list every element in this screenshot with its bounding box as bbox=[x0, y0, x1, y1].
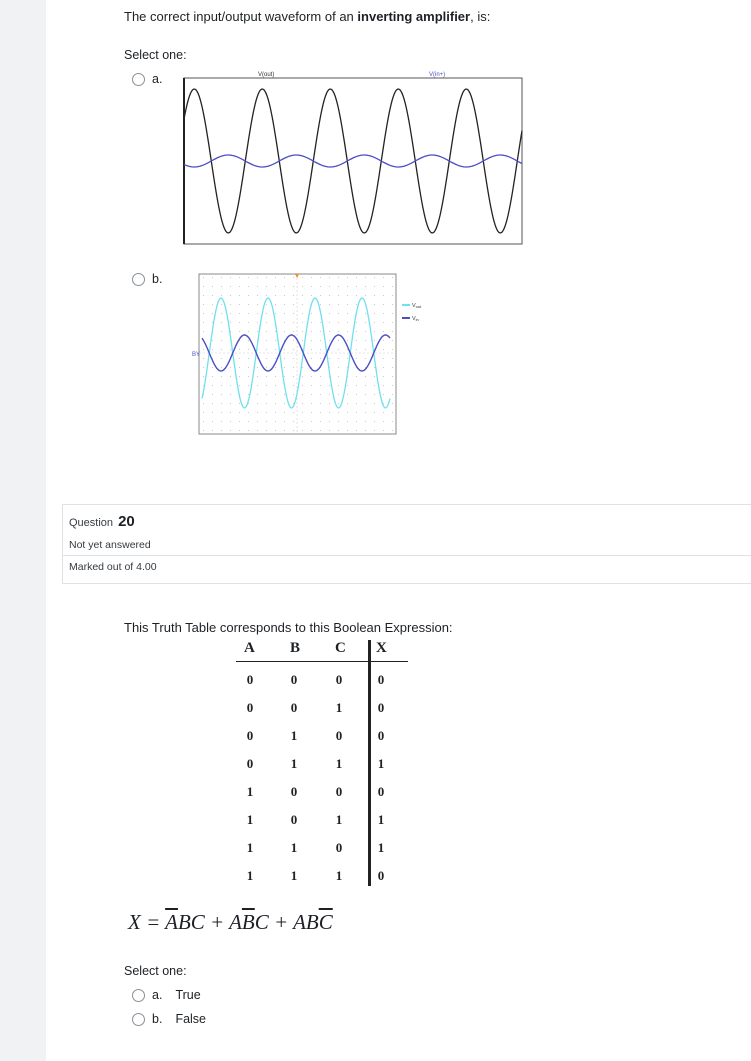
truth-table-cell: 0 bbox=[377, 728, 385, 743]
truth-table-cell: 0 bbox=[335, 840, 343, 855]
truth-table-cell: 1 bbox=[290, 868, 298, 883]
truth-table-cell: 1 bbox=[335, 700, 343, 715]
truth-table-cell: 1 bbox=[290, 840, 298, 855]
truth-table-cell: 0 bbox=[335, 784, 343, 799]
truth-table-cell: 0 bbox=[290, 784, 298, 799]
truth-table-cell: 0 bbox=[335, 672, 343, 687]
truth-table-header-b: B bbox=[290, 640, 301, 656]
radio-option-a[interactable] bbox=[132, 73, 145, 86]
truth-table-cell: 0 bbox=[290, 672, 298, 687]
truth-table-cell: 1 bbox=[377, 812, 385, 827]
truth-table-header-x: X bbox=[376, 640, 387, 656]
truth-table-cell: 0 bbox=[377, 700, 385, 715]
truth-table-cell: 1 bbox=[290, 756, 298, 771]
waveform-a-legend-vin: V(in+) bbox=[429, 72, 446, 78]
waveform-a-image[interactable] bbox=[176, 66, 528, 248]
option-true-label: True bbox=[175, 988, 201, 1002]
question-marks: Marked out of 4.00 bbox=[69, 561, 157, 573]
truth-table-cell: 1 bbox=[246, 812, 254, 827]
truth-table-cell: 1 bbox=[246, 840, 254, 855]
truth-table-header-a: A bbox=[244, 640, 255, 656]
waveform-b-legend-vout: Vout bbox=[412, 303, 422, 309]
truth-table-cell: 0 bbox=[335, 728, 343, 743]
radio-false[interactable] bbox=[132, 1013, 145, 1026]
option-b-letter: b. bbox=[152, 272, 163, 286]
truth-table-cell: 0 bbox=[290, 812, 298, 827]
option-a[interactable] bbox=[132, 72, 162, 86]
truth-table-cell: 0 bbox=[377, 784, 385, 799]
waveform-a-legend-vout: V(out) bbox=[258, 72, 275, 78]
truth-table-cell: 1 bbox=[377, 840, 385, 855]
question-state: Not yet answered bbox=[69, 539, 151, 551]
quiz-content bbox=[46, 0, 750, 1061]
waveform-b-image[interactable] bbox=[194, 268, 434, 440]
waveform-b-channel-label: BY bbox=[192, 352, 201, 358]
question-20-text: This Truth Table corresponds to this Boolean Expression: bbox=[124, 620, 453, 635]
question-20-info bbox=[62, 504, 751, 584]
truth-table-cell: 0 bbox=[377, 672, 385, 687]
option-false[interactable] bbox=[132, 1012, 206, 1026]
truth-table-cell: 0 bbox=[246, 700, 254, 715]
option-false-letter: b. bbox=[152, 1012, 163, 1026]
question-number: Question 20 bbox=[69, 513, 135, 530]
left-gutter bbox=[0, 0, 46, 1061]
truth-table-cell: 0 bbox=[246, 672, 254, 687]
option-false-label: False bbox=[175, 1012, 207, 1026]
radio-option-b[interactable] bbox=[132, 273, 145, 286]
truth-table-cell: 0 bbox=[246, 728, 254, 743]
truth-table-cell: 0 bbox=[377, 868, 385, 883]
option-true-letter: a. bbox=[152, 988, 163, 1002]
truth-table-cell: 1 bbox=[246, 784, 254, 799]
truth-table-header-rule bbox=[236, 661, 408, 662]
truth-table-cell: 1 bbox=[335, 812, 343, 827]
truth-table-header-c: C bbox=[335, 640, 346, 656]
truth-table-cell: 1 bbox=[335, 868, 343, 883]
truth-table-cell: 0 bbox=[290, 700, 298, 715]
option-true[interactable] bbox=[132, 988, 201, 1002]
truth-table-cell: 1 bbox=[335, 756, 343, 771]
truth-table-cell: 1 bbox=[290, 728, 298, 743]
select-one-label-q20: Select one: bbox=[124, 964, 187, 978]
radio-true[interactable] bbox=[132, 989, 145, 1002]
boolean-expression: $X = \overline{A}BC + A\overline{B}C + AB\overline{C}$ bbox=[128, 910, 333, 934]
info-divider bbox=[63, 555, 751, 556]
waveform-b-frame bbox=[199, 274, 396, 434]
truth-table-cell: 1 bbox=[377, 756, 385, 771]
select-one-label: Select one: bbox=[124, 48, 187, 62]
truth-table-cell: 0 bbox=[246, 756, 254, 771]
question-19-text: The correct input/output waveform of an inverting amplifier, is: bbox=[124, 9, 491, 24]
option-a-letter: a. bbox=[152, 72, 163, 86]
waveform-b-legend-vin: Vin bbox=[412, 316, 419, 322]
option-b[interactable] bbox=[132, 272, 162, 286]
truth-table-cell: 1 bbox=[246, 868, 254, 883]
